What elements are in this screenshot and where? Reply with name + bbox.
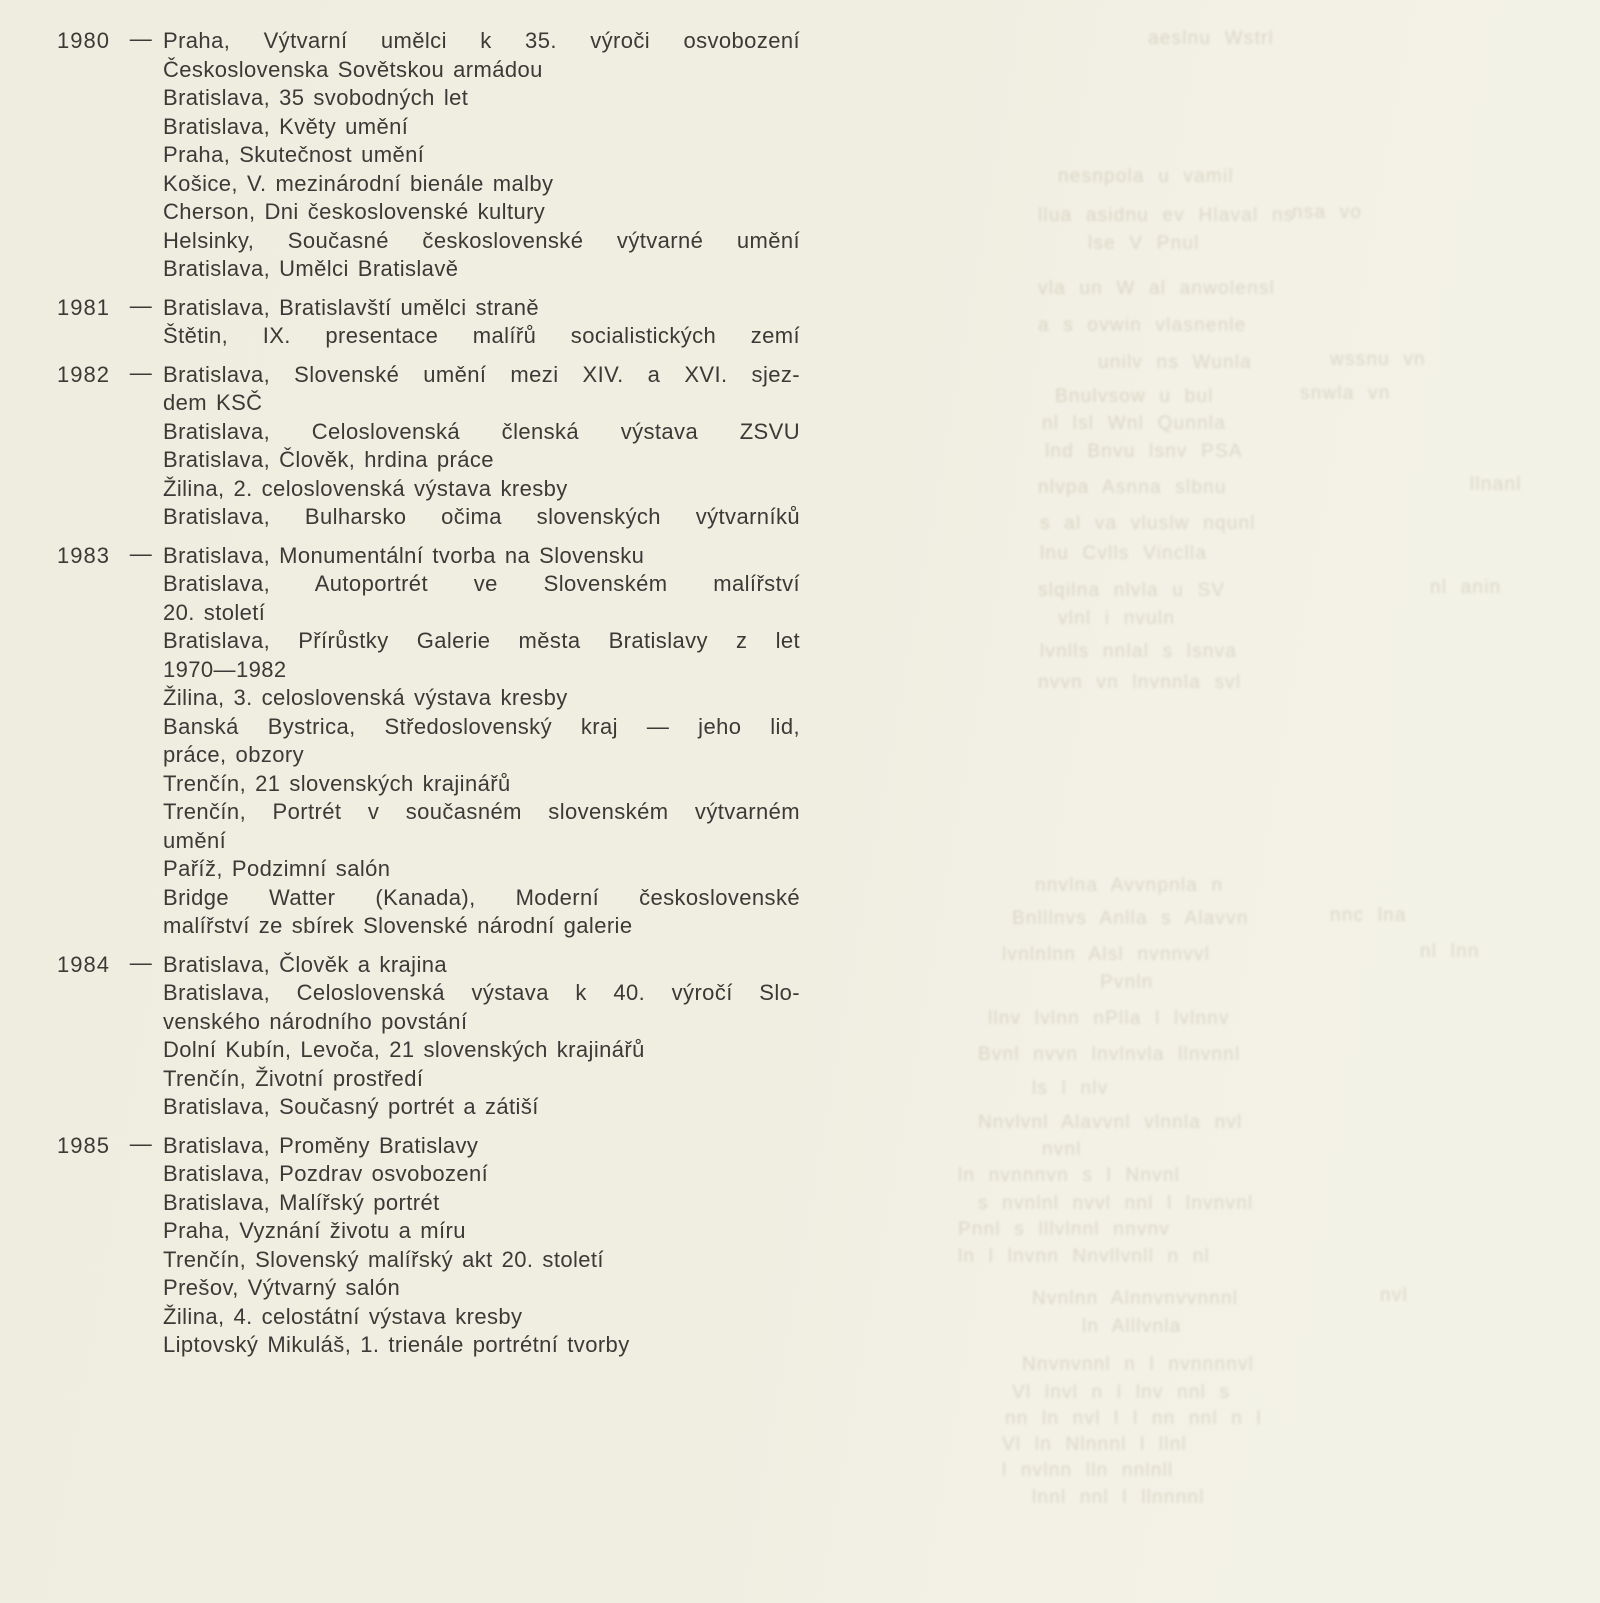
bleedthrough-line: vla un W al anwolensl xyxy=(1038,278,1275,299)
bleedthrough-line: nl lnn xyxy=(1420,941,1480,962)
year-label: 1984 xyxy=(57,951,110,977)
year-label: 1981 xyxy=(57,294,110,320)
bleedthrough-line: ls l nlv xyxy=(1032,1078,1109,1099)
bleedthrough-line: Vl ln Nlnnnl l llnl xyxy=(1002,1434,1187,1455)
year-label: 1985 xyxy=(57,1132,110,1158)
exhibition-line: Košice, V. mezinárodní bienále malby xyxy=(163,170,554,196)
exhibition-line: dem KSČ xyxy=(163,390,263,415)
bleedthrough-line: ln nvnnnvn s l Nnvnl xyxy=(958,1165,1181,1186)
bleedthrough-line: Vl lnvl n l lnv nnl s xyxy=(1012,1382,1231,1403)
exhibition-line: Bratislava, Člověk, hrdina práce xyxy=(163,447,494,472)
bleedthrough-line: a s ovwin vlasnenle xyxy=(1038,315,1247,336)
year-block xyxy=(57,542,802,941)
exhibition-line: Žilina, 2. celoslovenská výstava kresby xyxy=(163,475,568,501)
exhibition-line: Bratislava, Celoslovenská členská výstava ZSVU xyxy=(163,418,800,444)
year-block xyxy=(57,294,802,351)
exhibition-line: Československa Sovětskou armádou xyxy=(163,56,543,82)
bleedthrough-line: lnu Cvlls Vinclla xyxy=(1040,543,1208,564)
exhibition-line: umění xyxy=(163,827,227,853)
bleedthrough-line: nvl xyxy=(1380,1285,1408,1306)
bleedthrough-line: vlnl i nvuln xyxy=(1058,608,1176,629)
exhibition-line: Trenčín, Životní prostředí xyxy=(163,1065,424,1091)
bleedthrough-line: ln l lnvnn Nnvllvnll n nl xyxy=(958,1246,1210,1267)
year-label: 1983 xyxy=(57,542,110,568)
bleedthrough-line: slqilna nlvla u SV xyxy=(1038,580,1226,601)
bleedthrough-line: ln Alllvnla xyxy=(1082,1316,1182,1337)
exhibition-line: venského národního povstání xyxy=(163,1008,468,1034)
bleedthrough-line: nvnl xyxy=(1042,1139,1082,1160)
exhibition-line: Bratislava, Celoslovenská výstava k 40. výročí Slo- xyxy=(163,980,800,1005)
exhibition-line: Bratislava, Umělci Bratislavě xyxy=(163,256,459,281)
exhibition-lines xyxy=(163,1132,800,1360)
exhibition-line: Trenčín, 21 slovenských krajinářů xyxy=(163,770,511,796)
exhibition-line: Bratislava, Bulharsko očima slovenských výtvarníků xyxy=(163,504,800,529)
exhibition-line: Bratislava, Přírůstky Galerie města Bratislavy z let xyxy=(163,628,800,653)
exhibition-line: Bratislava, Bratislavští umělci straně xyxy=(163,294,540,320)
year-block xyxy=(57,951,802,1122)
bleedthrough-line: llnv lvlnn nPlla l lvlnnv xyxy=(988,1008,1230,1029)
bleedthrough-line: lnnl nnl l llnnnnl xyxy=(1032,1487,1205,1508)
bleedthrough-line: Nvnlnn Alnnvnvvnnnl xyxy=(1032,1288,1239,1309)
exhibition-line: Bratislava, Pozdrav osvobození xyxy=(163,1161,489,1186)
bleedthrough-line: nesnpola u vamil xyxy=(1058,166,1234,187)
exhibition-line: Bratislava, Květy umění xyxy=(163,113,409,139)
bleedthrough-line: nnvlna Avvnpnla n xyxy=(1035,875,1224,896)
bleedthrough-line: nvvn vn lnvnnla svl xyxy=(1038,672,1242,693)
bleedthrough-line: nnc lna xyxy=(1330,905,1407,926)
year-dash: — xyxy=(129,359,153,385)
exhibition-line: Bratislava, Člověk a krajina xyxy=(163,951,448,977)
bleedthrough-line: nn ln nvl l l nn nnl n l xyxy=(1005,1408,1262,1429)
exhibition-line: Bratislava, Autoportrét ve Slovenském malířství xyxy=(163,571,800,596)
year-dash: — xyxy=(129,1130,153,1156)
exhibition-line: Praha, Vyznání životu a míru xyxy=(163,1218,466,1243)
exhibition-line: Bridge Watter (Kanada), Moderní československé xyxy=(163,884,800,910)
bleedthrough-line: Pvnln xyxy=(1100,972,1154,993)
exhibition-line: malířství ze sbírek Slovenské národní galerie xyxy=(163,913,633,938)
bleedthrough-line: l nvlnn lln nnlnll xyxy=(1002,1460,1174,1481)
bleedthrough-line: snwla vn xyxy=(1300,383,1391,404)
exhibition-line: Liptovský Mikuláš, 1. trienále portrétní tvorby xyxy=(163,1332,630,1357)
year-dash: — xyxy=(129,949,153,975)
bleedthrough-line: s al va vluslw nqunl xyxy=(1040,513,1256,534)
exhibition-line: Trenčín, Slovenský malířský akt 20. století xyxy=(163,1246,604,1272)
exhibition-line: Bratislava, Malířský portrét xyxy=(163,1189,440,1215)
exhibition-line: Bratislava, Slovenské umění mezi XIV. a XVI. sjez- xyxy=(163,361,800,387)
bleedthrough-line: llnanl xyxy=(1470,474,1522,495)
bleedthrough-line: lnd Bnvu lsnv PSA xyxy=(1045,441,1243,462)
exhibition-line: Žilina, 3. celoslovenská výstava kresby xyxy=(163,685,568,710)
year-label: 1980 xyxy=(57,28,110,53)
exhibition-line: Bratislava, Současný portrét a zátiší xyxy=(163,1094,539,1119)
exhibition-line: Banská Bystrica, Středoslovenský kraj — jeho lid, xyxy=(163,713,800,739)
exhibition-line: Štětin, IX. presentace malířů socialistických zemí xyxy=(163,323,800,348)
bleedthrough-line: s nvnlnl nvvl nnl l lnvnvnl xyxy=(978,1193,1254,1214)
bleedthrough-line: Bnlllnvs Anlla s Alavvn xyxy=(1012,908,1249,929)
exhibition-line: Prešov, Výtvarný salón xyxy=(163,1275,401,1300)
exhibition-lines xyxy=(163,27,800,284)
bleedthrough-line: unilv ns Wunla xyxy=(1098,352,1253,373)
exhibition-lines xyxy=(163,951,800,1122)
exhibition-line: Dolní Kubín, Levoča, 21 slovenských krajinářů xyxy=(163,1037,645,1062)
year-label: 1982 xyxy=(57,361,110,387)
exhibition-line: Trenčín, Portrét v současném slovenském výtvarném xyxy=(163,799,800,824)
bleedthrough-line: nl lsl Wnl Qunnla xyxy=(1042,413,1226,434)
bleedthrough-line: Bvnl nvvn lnvlnvla llnvnnl xyxy=(978,1044,1241,1065)
bleedthrough-line: Pnnl s lllvlnnl nnvnv xyxy=(958,1219,1171,1240)
bleedthrough-line: aeslnu Wstrl xyxy=(1148,28,1274,49)
year-block xyxy=(57,361,802,532)
exhibition-list xyxy=(57,27,802,1370)
exhibition-line: Žilina, 4. celostátní výstava kresby xyxy=(163,1303,523,1329)
bleedthrough-line: Bnulvsow u bul xyxy=(1055,386,1214,407)
exhibition-line: Bratislava, Proměny Bratislavy xyxy=(163,1132,479,1158)
bleedthrough-line: llua asidnu ev Hlaval ns xyxy=(1038,205,1295,226)
bleedthrough-line: nlvpa Asnna slbnu xyxy=(1038,477,1227,498)
exhibition-line: Helsinky, Současné československé výtvarné umění xyxy=(163,227,800,253)
exhibition-line: Bratislava, 35 svobodných let xyxy=(163,85,469,110)
exhibition-line: práce, obzory xyxy=(163,742,304,767)
exhibition-line: 20. století xyxy=(163,599,266,625)
exhibition-line: Paříž, Podzimní salón xyxy=(163,856,391,881)
bleedthrough-line: lvnlls nnlal s lsnva xyxy=(1040,641,1238,662)
exhibition-line: 1970—1982 xyxy=(163,656,287,682)
year-dash: — xyxy=(129,540,153,566)
exhibition-line: Cherson, Dni československé kultury xyxy=(163,199,546,224)
exhibition-lines xyxy=(163,361,800,532)
exhibition-lines xyxy=(163,294,800,351)
exhibition-line: Praha, Výtvarní umělci k 35. výroči osvobození xyxy=(163,28,800,53)
bleedthrough-line: wssnu vn xyxy=(1330,349,1426,370)
year-block xyxy=(57,1132,802,1360)
bleedthrough-line: nl anin xyxy=(1430,577,1502,598)
exhibition-line: Praha, Skutečnost umění xyxy=(163,142,425,167)
bleedthrough-line: lse V Pnul xyxy=(1088,233,1200,254)
bleedthrough-line: lvnlnlnn Alsl nvnnvvl xyxy=(1002,944,1211,965)
year-dash: — xyxy=(129,292,153,318)
exhibition-line: Bratislava, Monumentální tvorba na Slovensku xyxy=(163,542,645,568)
exhibition-lines xyxy=(163,542,800,941)
bleedthrough-line: Nnvlvnl Alavvnl vlnnla nvl xyxy=(978,1112,1243,1133)
year-dash: — xyxy=(129,26,153,51)
bleedthrough-line: Nnvnvnnl n l nvnnnnvl xyxy=(1022,1354,1255,1375)
bleedthrough-line: nsa vo xyxy=(1292,202,1363,223)
year-block xyxy=(57,27,802,284)
